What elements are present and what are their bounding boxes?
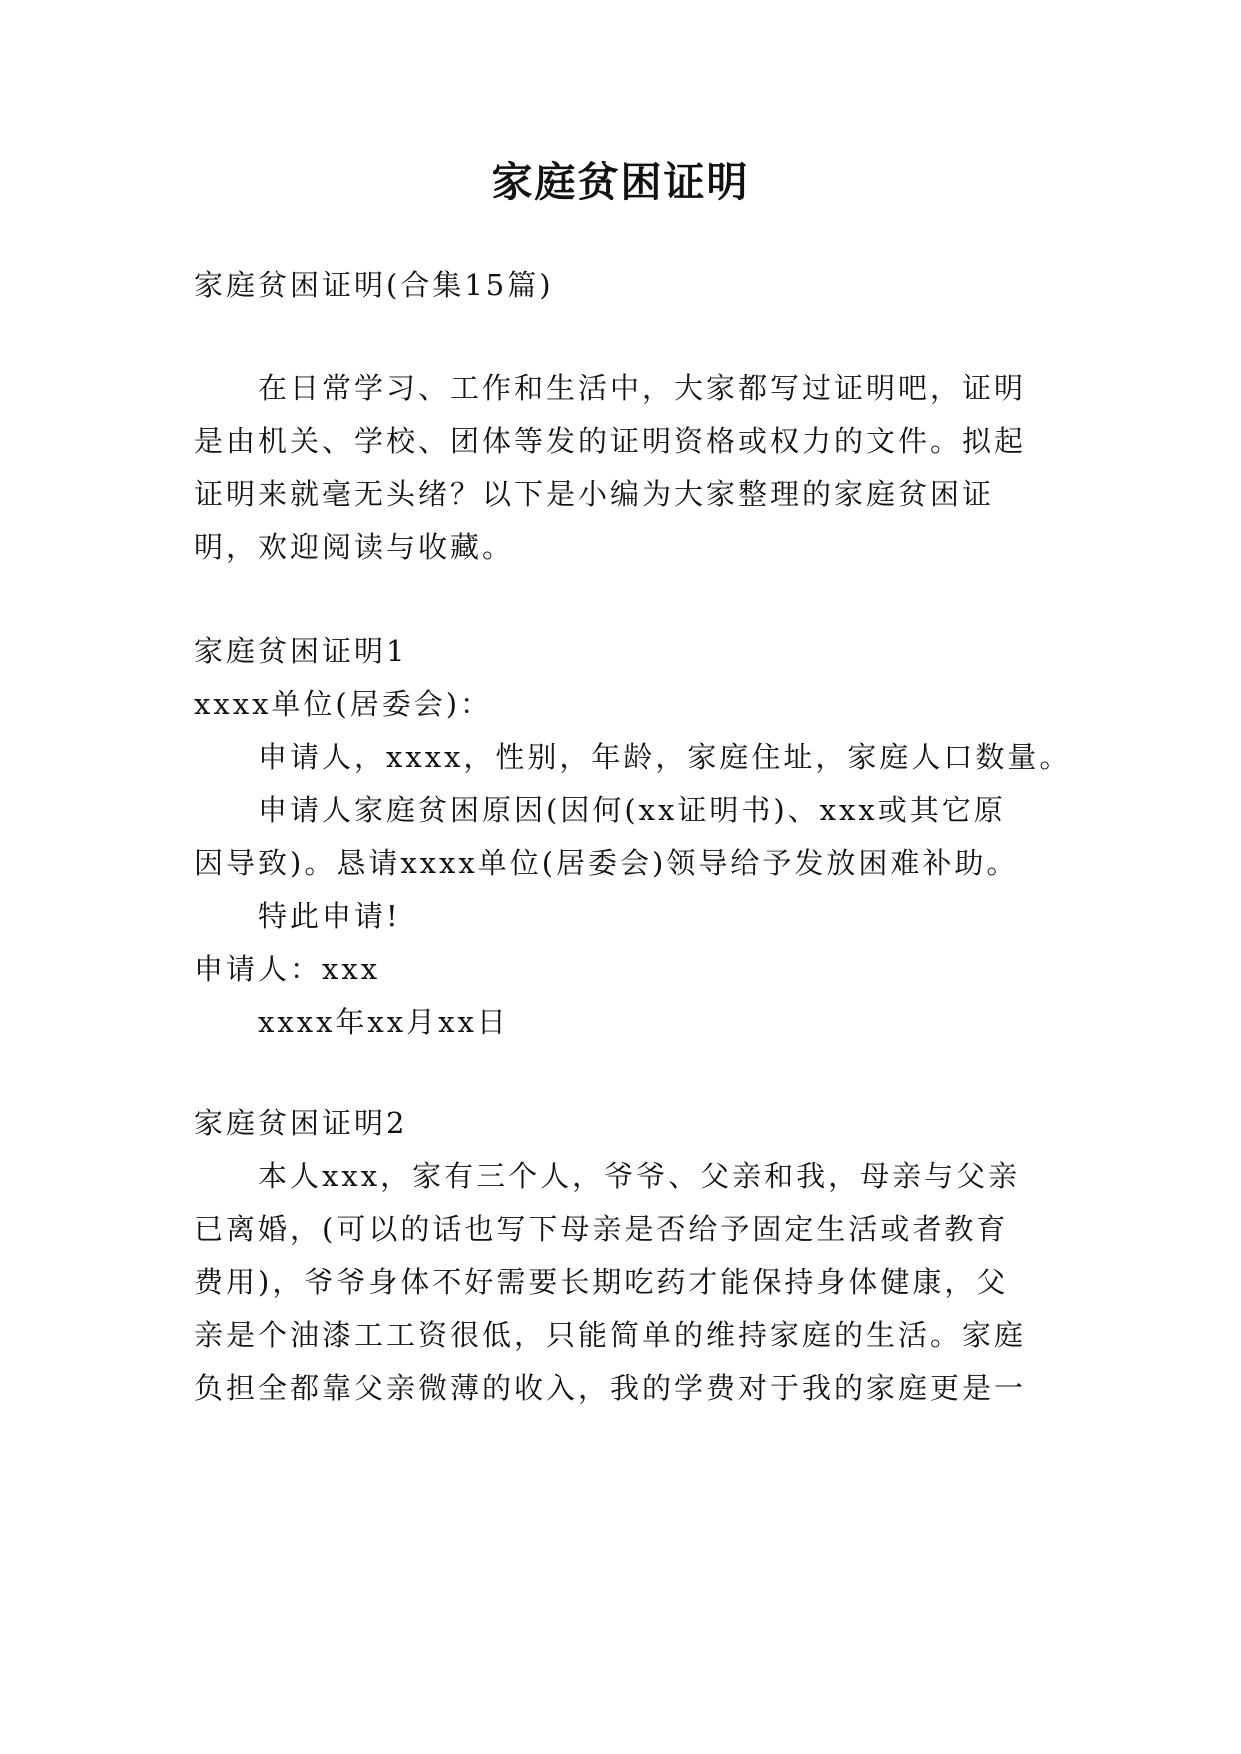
section1-heading: 家庭贫困证明1 [194, 634, 408, 668]
section1-addressee: xxxx单位(居委会)： [194, 687, 493, 721]
section2-line-2: 已离婚，(可以的话也写下母亲是否给予固定生活或者教育 [194, 1212, 1009, 1246]
section2-line-3: 费用)，爷爷身体不好需要长期吃药才能保持身体健康，父 [194, 1265, 1009, 1299]
intro-line-4: 明，欢迎阅读与收藏。 [194, 530, 515, 564]
section1-line-4: 特此申请! [258, 899, 401, 933]
section2-line-5: 负担全都靠父亲微薄的收入，我的学费对于我的家庭更是一 [194, 1371, 1027, 1405]
intro-line-2: 是由机关、学校、团体等发的证明资格或权力的文件。拟起 [194, 424, 1027, 458]
section1-line-2: 申请人家庭贫困原因(因何(xx证明书)、xxx或其它原 [258, 793, 1006, 827]
section1-date: xxxx年xx月xx日 [258, 1005, 509, 1039]
section2-line-4: 亲是个油漆工工资很低，只能简单的维持家庭的生活。家庭 [194, 1318, 1027, 1352]
section1-line-1: 申请人，xxxx，性别，年龄，家庭住址，家庭人口数量。 [258, 740, 1072, 774]
intro-line-1: 在日常学习、工作和生活中，大家都写过证明吧，证明 [258, 371, 1027, 405]
section2-line-1: 本人xxx，家有三个人，爷爷、父亲和我，母亲与父亲 [258, 1159, 1021, 1193]
section2-heading: 家庭贫困证明2 [194, 1106, 408, 1140]
intro-line-3: 证明来就毫无头绪？以下是小编为大家整理的家庭贫困证 [194, 477, 995, 511]
section1-line-3: 因导致)。恳请xxxx单位(居委会)领导给予发放困难补助。 [194, 846, 1019, 880]
section1-applicant: 申请人：xxx [194, 952, 381, 986]
document-title: 家庭贫困证明 [491, 158, 750, 206]
document-subtitle: 家庭贫困证明(合集15篇) [194, 268, 554, 302]
